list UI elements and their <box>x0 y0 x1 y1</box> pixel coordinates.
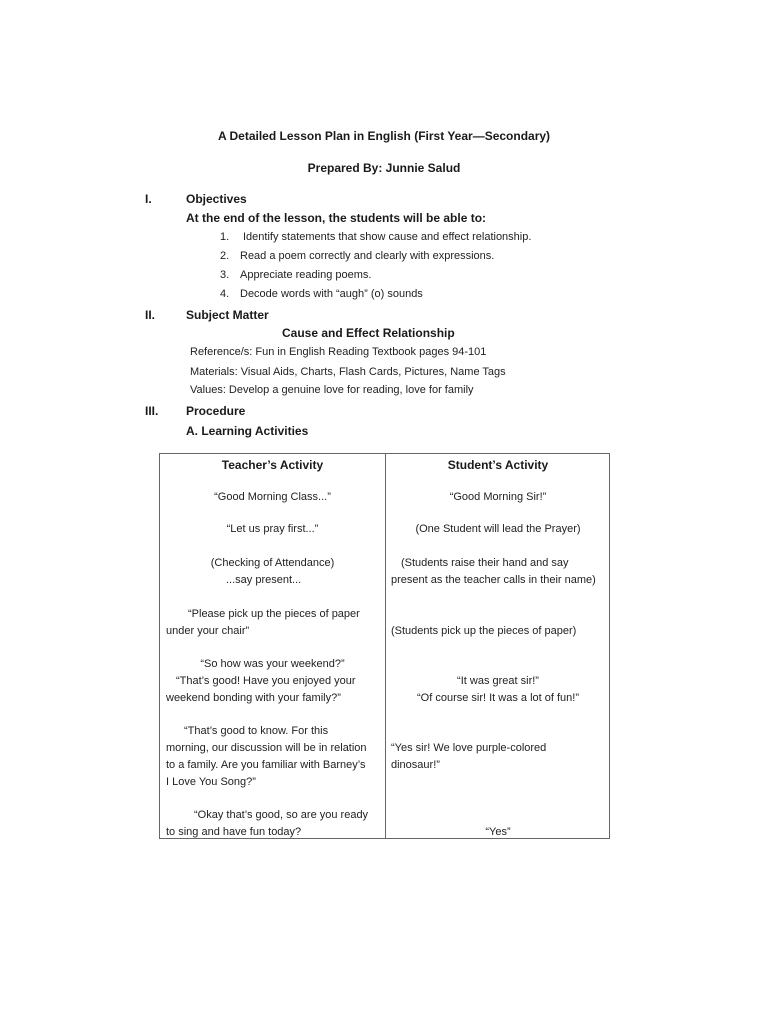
student-line: “It was great sir!” <box>457 675 539 687</box>
teacher-line: “That’s good! Have you enjoyed your weekend bonding with your family?” <box>166 675 356 704</box>
teacher-line: ...say present... <box>226 574 302 586</box>
objective-number: 4. <box>220 288 230 300</box>
student-line: “Yes sir! We love purple-colored dinosaur!” <box>391 742 547 771</box>
materials-line: Materials: Visual Aids, Charts, Flash Cards, Pictures, Name Tags <box>190 366 506 378</box>
student-line: (One Student will lead the Prayer) <box>415 523 581 535</box>
section-number-ii: II. <box>145 308 156 322</box>
teacher-line: “Good Morning Class...” <box>214 491 331 503</box>
section-title-objectives: Objectives <box>186 192 247 206</box>
objective-number: 2. <box>220 250 230 262</box>
subject-topic: Cause and Effect Relationship <box>282 326 455 340</box>
objective-number: 1. <box>220 231 230 243</box>
objective-text: Appreciate reading poems. <box>240 269 372 281</box>
student-line: “Good Morning Sir!” <box>449 491 547 503</box>
student-line: “Yes” <box>485 826 511 838</box>
teacher-column-header: Teacher’s Activity <box>221 458 324 472</box>
student-line: (Students pick up the pieces of paper) <box>391 625 577 637</box>
teacher-line: “That’s good to know. For this morning, our discussion will be in relation to a family. Are you familiar with Barney’s I Love You Song?” <box>166 725 367 788</box>
teacher-line: “Let us pray first...” <box>226 523 319 535</box>
prepared-by: Prepared By: Junnie Salud <box>307 161 461 175</box>
section-number-iii: III. <box>145 404 159 418</box>
teacher-line: “So how was your weekend?” <box>200 658 345 670</box>
section-title-subject-matter: Subject Matter <box>186 308 269 322</box>
section-title-procedure: Procedure <box>186 404 246 418</box>
objectives-intro: At the end of the lesson, the students will be able to: <box>186 211 487 225</box>
document-title: A Detailed Lesson Plan in English (First Year—Secondary) <box>217 129 551 143</box>
teacher-line: “Okay that’s good, so are you ready to sing and have fun today? <box>166 809 369 838</box>
student-column-header: Student’s Activity <box>447 458 549 472</box>
section-number-i: I. <box>145 192 152 206</box>
objective-text: Decode words with “augh” (o) sounds <box>240 288 423 300</box>
reference-line: Reference/s: Fun in English Reading Textbook pages 94-101 <box>190 346 487 358</box>
objective-text: Read a poem correctly and clearly with expressions. <box>240 250 495 262</box>
column-divider <box>385 454 386 838</box>
teacher-line: (Checking of Attendance) <box>210 557 335 569</box>
objective-number: 3. <box>220 269 230 281</box>
objective-text: Identify statements that show cause and effect relationship. <box>243 231 532 243</box>
student-line: (Students raise their hand and say present as the teacher calls in their name) <box>391 557 596 586</box>
subsection-learning-activities: A. Learning Activities <box>186 424 309 438</box>
student-line: “Of course sir! It was a lot of fun!” <box>417 692 579 704</box>
activity-table <box>159 453 610 839</box>
teacher-line: “Please pick up the pieces of paper under your chair” <box>166 608 360 637</box>
values-line: Values: Develop a genuine love for reading, love for family <box>190 384 474 396</box>
